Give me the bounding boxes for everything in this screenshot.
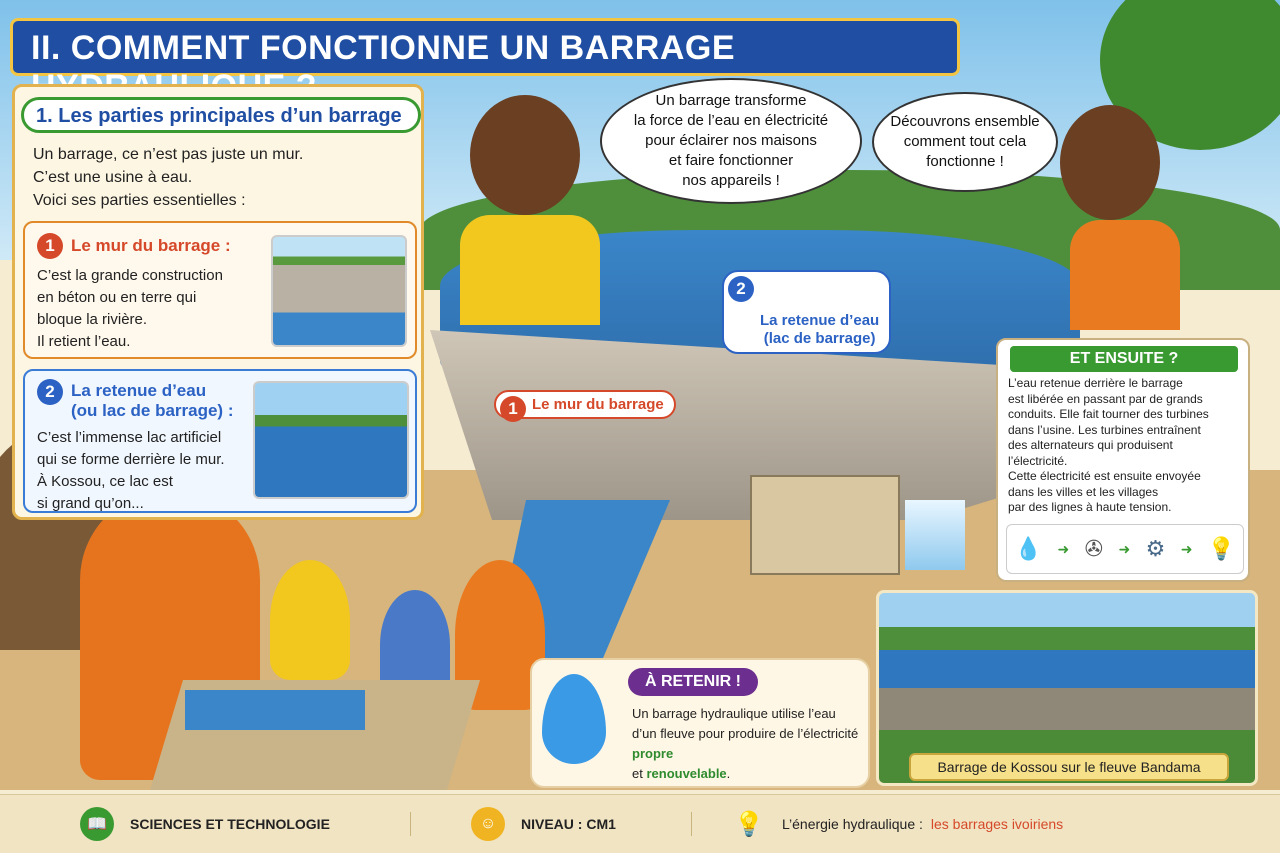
- turbine-icon: ✇: [1084, 536, 1104, 561]
- number-badge: 1: [500, 396, 526, 422]
- callout-label: La retenue d’eau (lac de barrage): [760, 312, 880, 347]
- page-title: II. COMMENT FONCTIONNE UN BARRAGE: [10, 18, 960, 76]
- arrow-right-icon: ➜: [1057, 540, 1070, 557]
- student-icon: ☺: [471, 807, 505, 841]
- kossou-dam-photo: [876, 590, 1258, 786]
- boy-character: [470, 95, 580, 215]
- dam-wall-thumbnail: [271, 235, 407, 347]
- girl-body: [1070, 220, 1180, 330]
- spillway-water: [905, 500, 965, 570]
- footer-topic: [732, 807, 1063, 841]
- card-text: C’est l’immense lac artificiel qui se forme derrière le mur. À Kossou, ce lac est si grand qu’on...: [37, 429, 225, 512]
- keyword-renewable: renouvelable: [646, 766, 727, 781]
- girl-speech-bubble: Découvrons ensemble comment tout cela fonctionne !: [872, 92, 1058, 192]
- remember-text-part: et: [632, 766, 643, 781]
- water-drop-mascot-icon: [542, 674, 606, 764]
- number-badge: 2: [37, 379, 63, 405]
- next-steps-text: L’eau retenue derrière le barrage est libérée en passant par de grands conduits. Elle fait tourner des turbines dans l’usine. Les turbines entraînent des alternateurs qui produisent l’électricité. Cette électricité est ensuite envoyée dans les villes et les villages par des lignes à haute tension.: [1008, 376, 1209, 514]
- girl-character: [1060, 105, 1160, 220]
- number-badge: 2: [728, 276, 754, 302]
- reservoir-thumbnail: [253, 381, 409, 499]
- number-badge: 1: [37, 233, 63, 259]
- remember-title: À RETENIR !: [628, 668, 758, 696]
- section-intro: Un barrage, ce n’est pas juste un mur. C’est une usine à eau. Voici ses parties essentielles :: [33, 146, 304, 209]
- light-bulb-icon: 💡: [734, 810, 764, 838]
- next-steps-panel: [996, 338, 1250, 582]
- boy-body: [460, 215, 600, 325]
- reservoir-card: [23, 369, 417, 513]
- dam-model-water: [185, 690, 365, 730]
- dam-wall-card: [23, 221, 417, 359]
- card-title: Le mur du barrage :: [71, 236, 231, 255]
- energy-chain: [1006, 524, 1244, 574]
- footer-level-label: NIVEAU : CM1: [521, 816, 616, 832]
- keyword-clean: propre: [632, 746, 674, 761]
- reservoir-callout: [722, 270, 891, 354]
- power-plant: [750, 475, 900, 575]
- footer-subject: [80, 807, 410, 841]
- book-icon: 📖: [80, 807, 114, 841]
- footer-subject-label: SCIENCES ET TECHNOLOGIE: [130, 816, 330, 832]
- footer-level: [471, 807, 691, 841]
- divider: [410, 812, 411, 836]
- card-text: C’est la grande construction en béton ou en terre qui bloque la rivière. Il retient l’eau.: [37, 267, 223, 350]
- remember-text: [632, 704, 868, 784]
- light-bulb-icon: 💡: [1207, 536, 1236, 561]
- card-title: La retenue d’eau (ou lac de barrage) :: [71, 381, 234, 420]
- remember-text-part: .: [726, 766, 731, 781]
- arrow-right-icon: ➜: [1118, 540, 1131, 557]
- water-drop-icon: 💧: [1014, 536, 1043, 561]
- remember-box: [530, 658, 870, 788]
- next-steps-title: ET ENSUITE ?: [1010, 346, 1238, 372]
- alternator-icon: ⚙: [1145, 536, 1166, 561]
- main-parts-panel: [12, 84, 424, 520]
- dam-wall-callout: [494, 390, 676, 419]
- section-title: 1. Les parties principales d’un barrage: [21, 97, 421, 133]
- remember-text-part: Un barrage hydraulique utilise l’eau d’un fleuve pour produire de l’électricité: [632, 706, 859, 741]
- footer-topic-label: L’énergie hydraulique :: [782, 816, 923, 832]
- boy-speech-bubble: Un barrage transforme la force de l’eau en électricité pour éclairer nos maisons et faire fonctionner nos appareils !: [600, 78, 862, 204]
- arrow-right-icon: ➜: [1180, 540, 1193, 557]
- footer-topic-highlight: les barrages ivoiriens: [930, 816, 1064, 832]
- footer-bar: [0, 794, 1280, 853]
- photo-caption: Barrage de Kossou sur le fleuve Bandama: [909, 753, 1229, 781]
- child-character: [270, 560, 350, 680]
- callout-label: Le mur du barrage: [532, 396, 664, 413]
- divider: [691, 812, 692, 836]
